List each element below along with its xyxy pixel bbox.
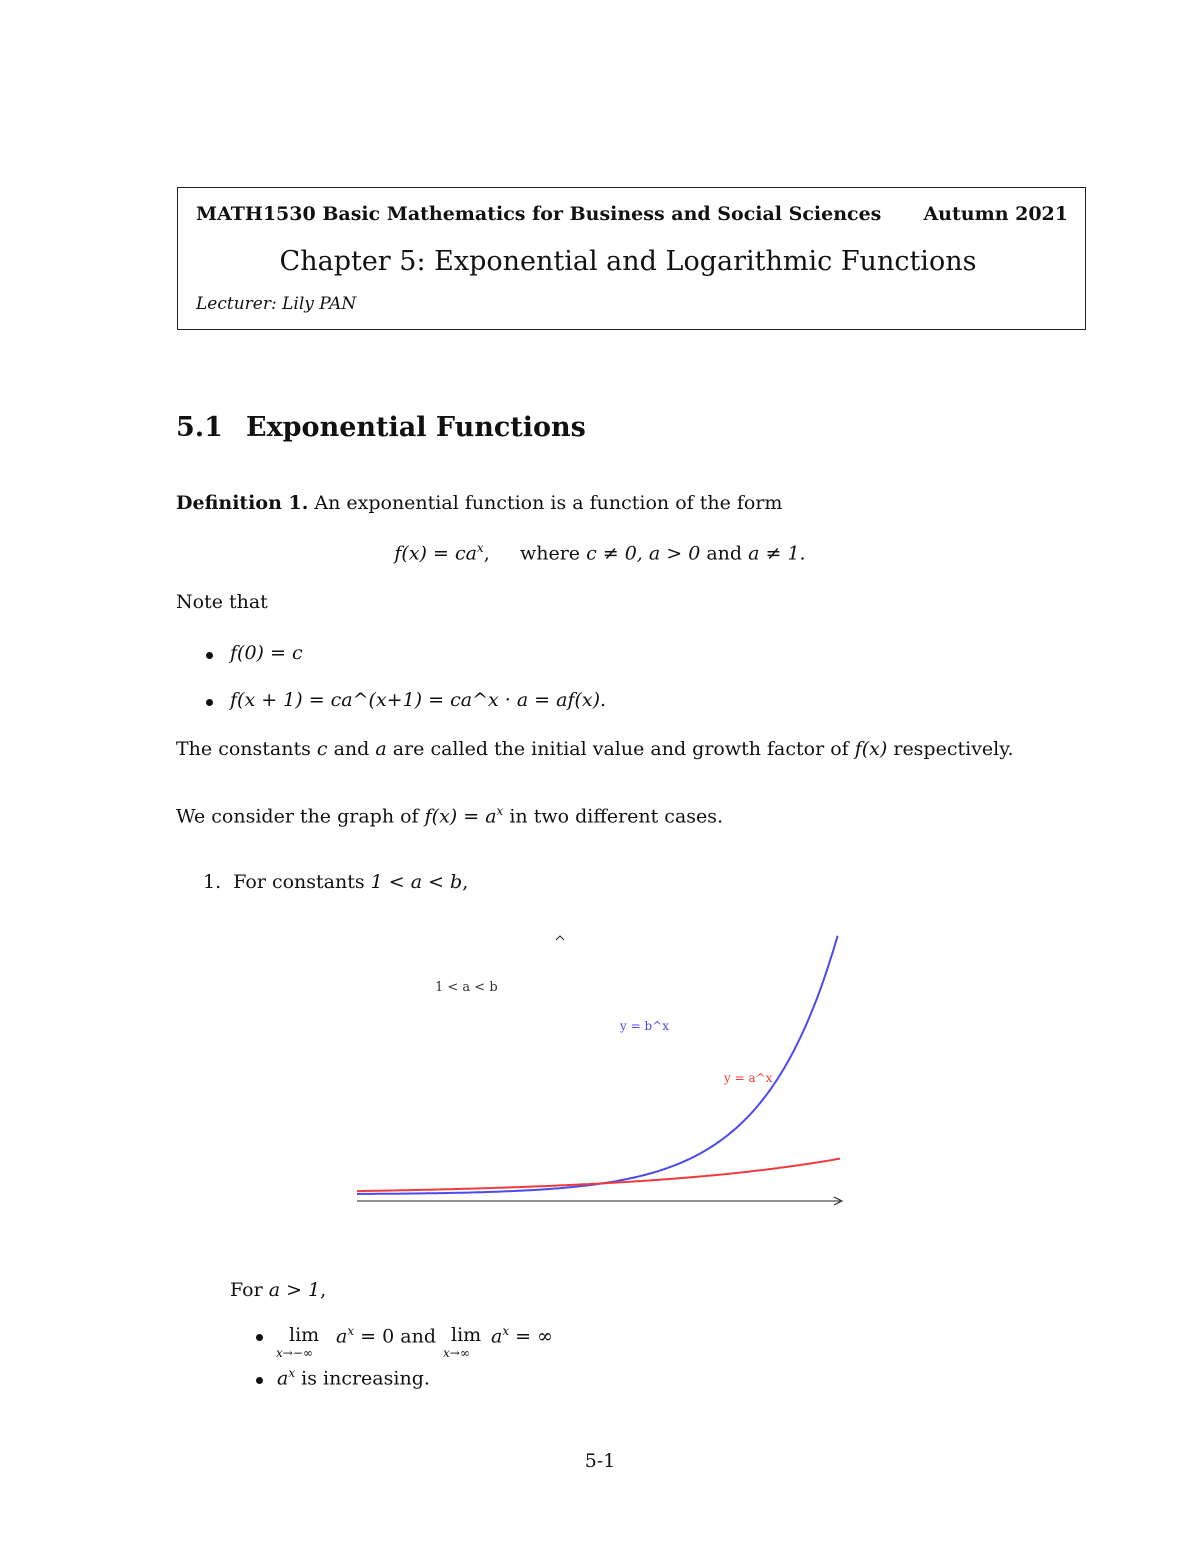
limit-2-value: = ∞ — [515, 1325, 553, 1348]
limit-2-sup: x — [502, 1324, 510, 1338]
limit-2-sub: x→∞ — [443, 1346, 470, 1360]
eq-condition: c ≠ 0, a > 0 — [586, 542, 701, 565]
consider-eq-sup: x — [496, 804, 504, 818]
constants-sentence — [176, 738, 1014, 760]
limit-1-word: lim — [289, 1324, 320, 1346]
eq-lhs-sup: x — [476, 541, 484, 555]
curve-a-x — [357, 1159, 840, 1192]
limit-1-value: = 0 — [360, 1325, 395, 1348]
constants-part1: The constants — [176, 738, 311, 760]
eq-comma: , — [483, 542, 490, 565]
consider-part2: in two different cases. — [509, 805, 724, 828]
page-number: 5-1 — [584, 1450, 616, 1472]
consider-part1: We consider the graph of — [176, 805, 419, 828]
limit-1-expression — [336, 1324, 436, 1347]
case-text: For constants — [233, 871, 365, 893]
limit-and: and — [400, 1325, 436, 1348]
display-equation — [0, 541, 1200, 564]
section-title — [176, 412, 586, 443]
limit-1-sub: x→−∞ — [276, 1346, 313, 1360]
chapter-title: Chapter 5: Exponential and Logarithmic Functions — [279, 246, 977, 277]
constant-a: a — [375, 738, 387, 760]
bullet — [256, 1377, 263, 1384]
increasing-base: a — [277, 1367, 289, 1390]
limit-2-expression — [491, 1324, 553, 1347]
case-number: 1. — [203, 871, 222, 893]
chart-title: 1 < a < b — [435, 980, 498, 995]
bullet — [256, 1334, 263, 1341]
case-tail: , — [462, 871, 469, 893]
curve-a-label: y = a^x — [724, 1071, 773, 1085]
for-math: a > 1 — [268, 1279, 321, 1301]
eq-and: and — [706, 542, 743, 565]
eq-condition2: a ≠ 1. — [748, 542, 806, 565]
note-that: Note that — [176, 591, 268, 613]
limit-2-word: lim — [451, 1324, 482, 1346]
for-tail: , — [320, 1279, 327, 1301]
limit-1-sup: x — [347, 1324, 355, 1338]
case-1 — [203, 871, 468, 893]
section-number: 5.1 — [176, 412, 223, 443]
constants-part3: respectively. — [893, 738, 1014, 760]
constant-c: c — [316, 738, 328, 760]
eq-lhs: f(x) = ca — [394, 542, 477, 565]
for-a-gt-1 — [230, 1279, 326, 1301]
constants-fx: f(x) — [854, 738, 888, 760]
exponential-graph — [340, 920, 860, 1220]
bullet — [206, 699, 213, 706]
definition-label: Definition 1. — [176, 492, 309, 514]
bullet — [206, 652, 213, 659]
lecturer: Lecturer: Lily PAN — [196, 294, 357, 314]
case-math: 1 < a < b — [370, 871, 463, 893]
definition-text: An exponential function is a function of the form — [314, 492, 783, 514]
constants-and: and — [333, 738, 370, 760]
y-axis-arrow — [556, 936, 564, 940]
for-lead: For — [230, 1279, 263, 1301]
course-title: MATH1530 Basic Mathematics for Business and Social Sciences — [196, 203, 882, 225]
definition — [176, 492, 782, 514]
term: Autumn 2021 — [923, 203, 1068, 225]
increasing-property — [277, 1366, 430, 1389]
note-item-1: f(0) = c — [230, 642, 303, 664]
limit-1-base: a — [336, 1325, 348, 1348]
section-name: Exponential Functions — [246, 412, 586, 443]
consider-sentence — [176, 804, 723, 827]
increasing-text: is increasing. — [301, 1367, 430, 1390]
curve-b-label: y = b^x — [620, 1019, 669, 1033]
consider-eq: f(x) = a — [424, 805, 497, 828]
constants-part2: are called the initial value and growth factor of — [392, 738, 849, 760]
limit-2-base: a — [491, 1325, 503, 1348]
eq-where: where — [519, 542, 581, 565]
curve-b-x — [357, 936, 838, 1194]
increasing-sup: x — [288, 1366, 296, 1380]
note-item-2: f(x + 1) = ca^(x+1) = ca^x · a = af(x). — [230, 689, 607, 711]
